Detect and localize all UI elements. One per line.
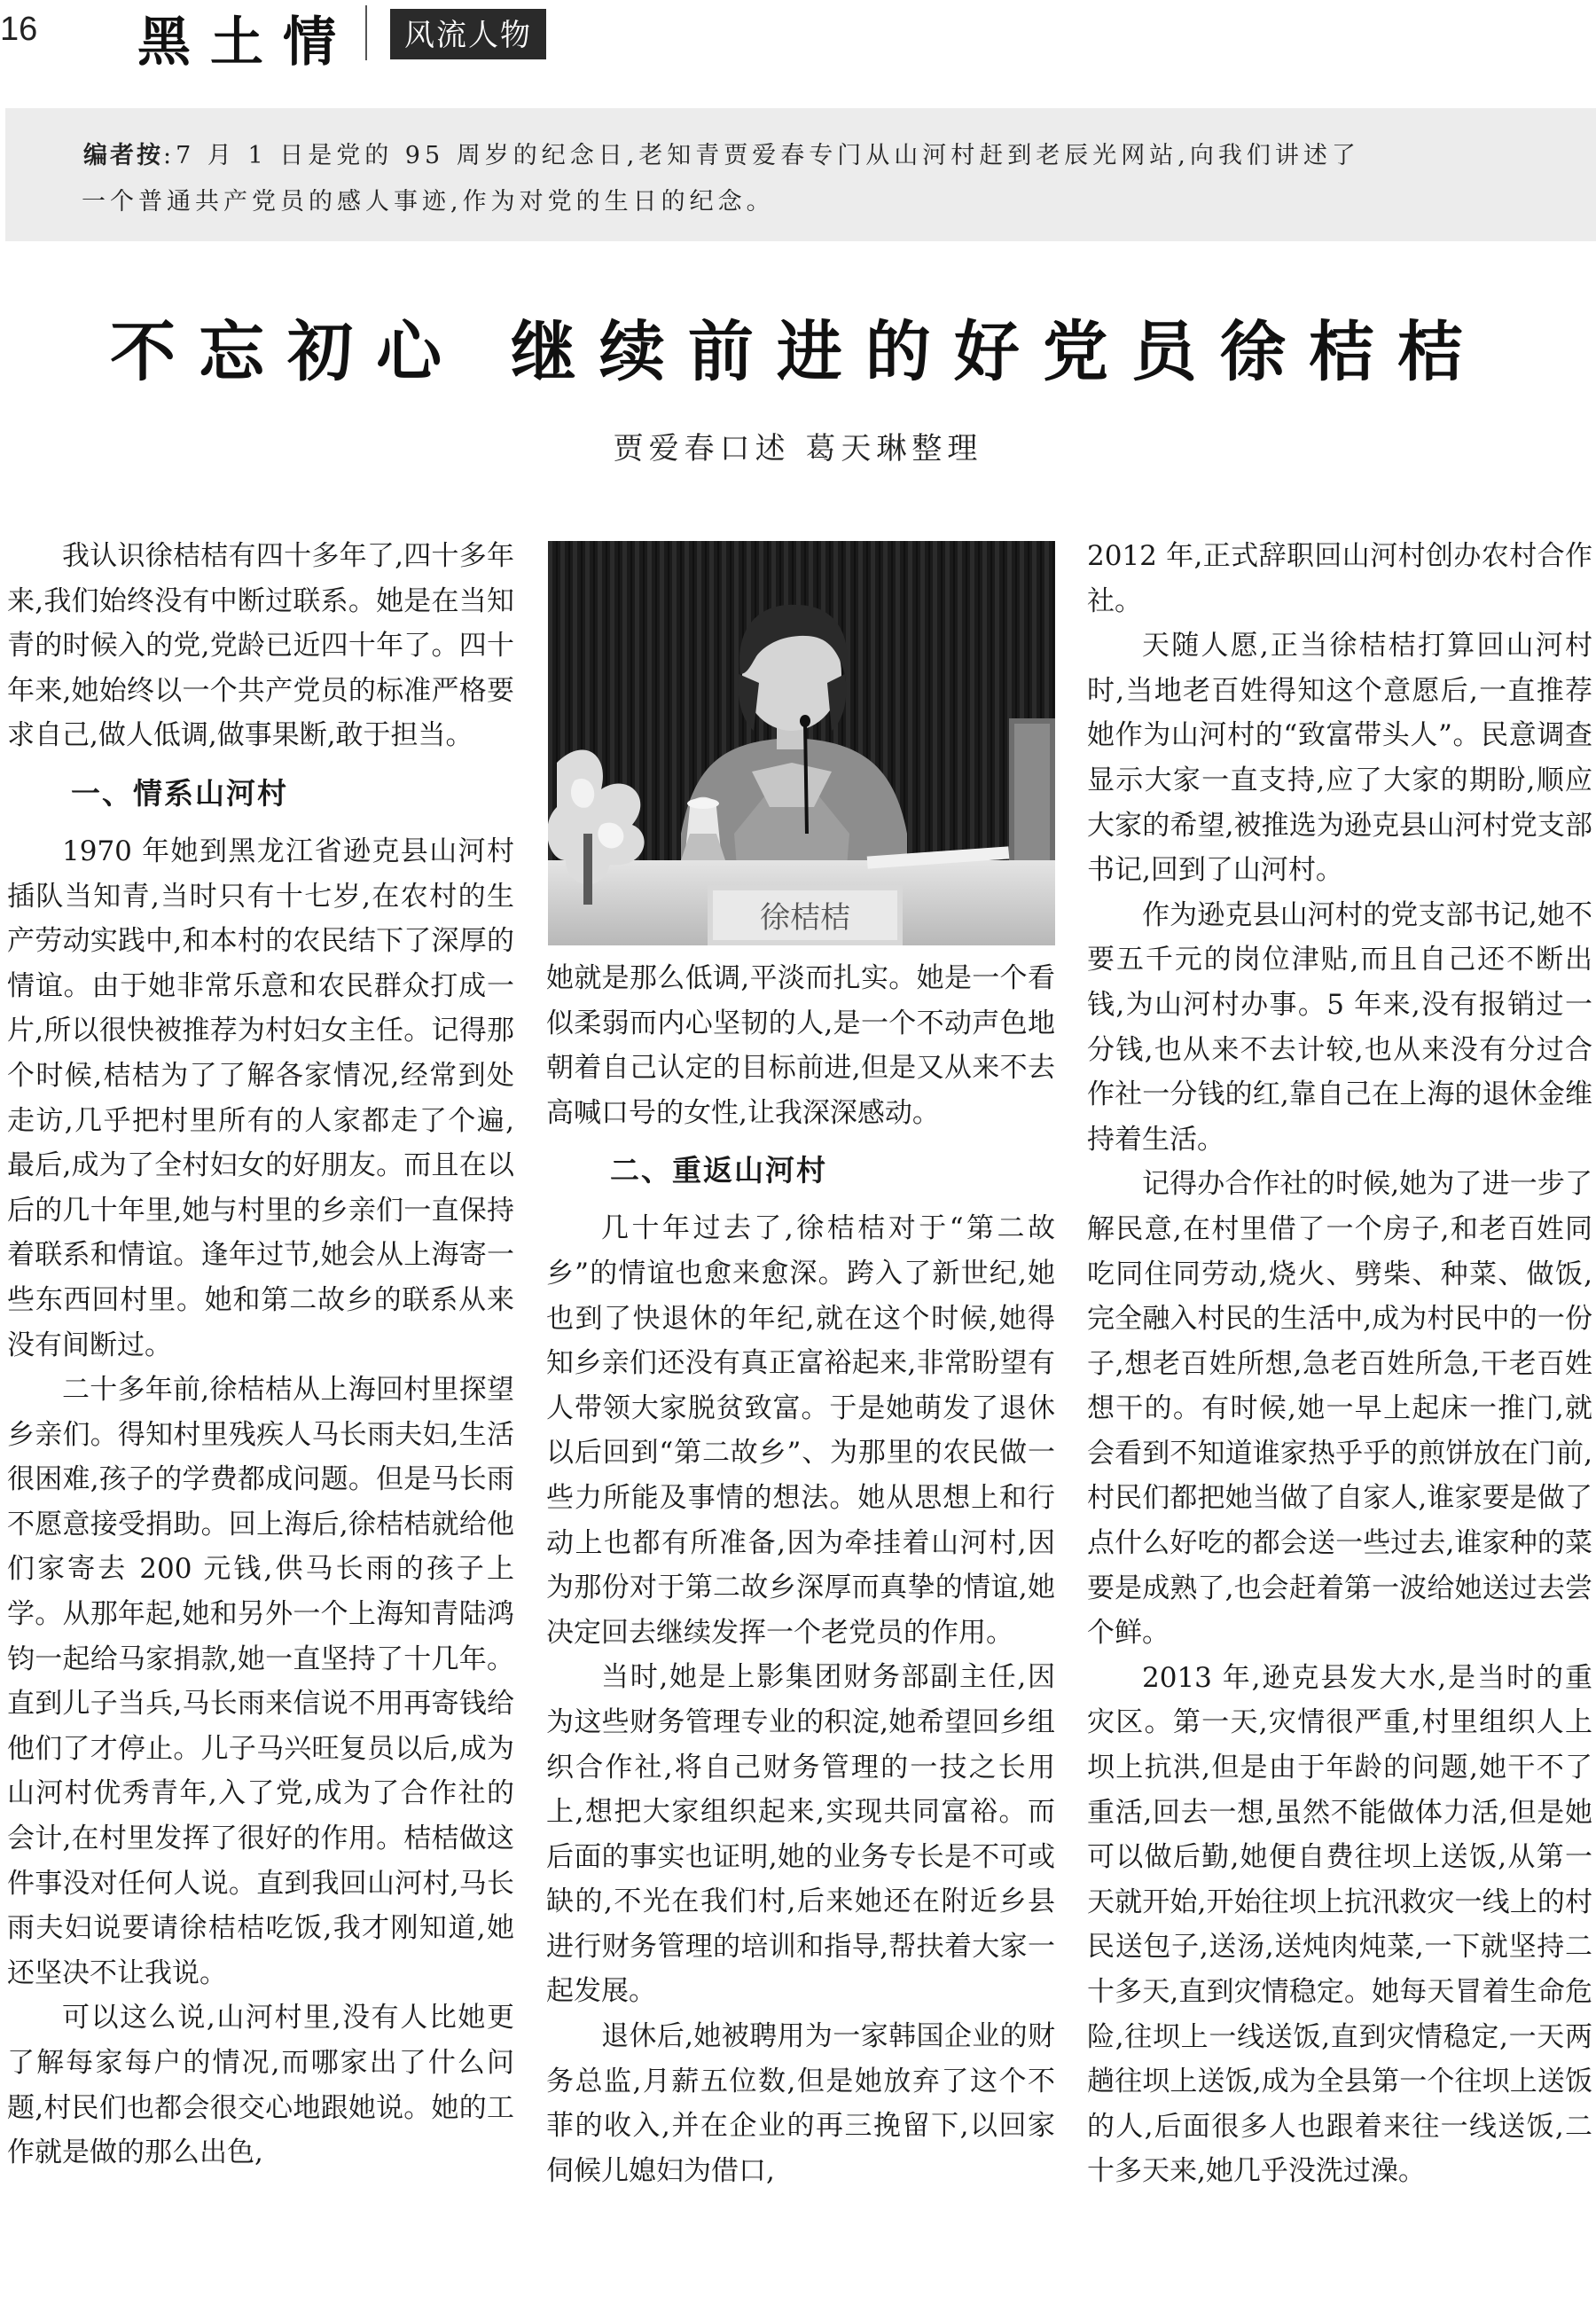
section-heading-2: 二、重返山河村 — [610, 1153, 827, 1188]
paragraph: 她就是那么低调,平淡而扎实。她是一个看似柔弱而内心坚韧的人,是一个不动声色地朝着自己认定的目标前进,但是又从来不去高喊口号的女性,让我深深感动。 — [546, 962, 1055, 1129]
article-byline: 贾爱春口述 葛天琳整理 — [613, 431, 983, 466]
paragraph: 可以这么说,山河村里,没有人比她更了解每家每户的情况,而哪家出了什么问题,村民们也都会很交心地跟她说。她的工作就是做的那么出色, — [7, 2002, 514, 2169]
magazine-brand: 黑土情 — [137, 12, 356, 74]
article-photo — [548, 541, 1055, 945]
column-3 — [1087, 534, 1592, 2297]
paragraph: 2012 年,正式辞职回山河村创办农村合作社。 — [1087, 540, 1592, 617]
column-1 — [7, 534, 514, 2297]
paragraph: 当时,她是上影集团财务部副主任,因为这些财务管理专业的积淀,她希望回乡组织合作社,将自己财务管理的一技之长用上,想把大家组织起来,实现共同富裕。而后面的事实也证明,她的业务专长是不可或缺的,不光在我们村,后来她还在附近乡县进行财务管理的培训和指导,帮扶着大家一起发展。 — [546, 1661, 1055, 2008]
paragraph: 几十年过去了,徐桔桔对于“第二故乡”的情谊也愈来愈深。跨入了新世纪,她也到了快退休的年纪,就在这个时候,她得知乡亲们还没有真正富裕起来,非常盼望有人带领大家脱贫致富。于是她萌发了退休以后回到“第二故乡”、为那里的农民做一些力所能及事情的想法。她从思想上和行动上也都有所准备,因为牵挂着山河村,因为那份对于第二故乡深厚而真挚的情谊,她决定回去继续发挥一个老党员的作用。 — [546, 1212, 1055, 1649]
editor-note-text1: :7 月 1 日是党的 95 周岁的纪念日,老知青贾爱春专门从山河村赶到老辰光网站,向我们讲述了 — [163, 142, 1360, 169]
editor-note-text2: 一个普通共产党员的感人事迹,作为对党的生日的纪念。 — [82, 188, 775, 216]
column-2 — [546, 956, 1055, 2297]
paragraph: 退休后,她被聘用为一家韩国企业的财务总监,月薪五位数,但是她放弃了这个不菲的收入,并在企业的再三挽留下,以回家伺候儿媳妇为借口, — [546, 2020, 1055, 2187]
photo-illustration — [548, 541, 1055, 945]
header-divider — [365, 5, 367, 60]
section-tag: 风流人物 — [390, 9, 546, 59]
editor-note-line1 — [83, 133, 1561, 179]
photo-nameplate: 徐桔桔 — [760, 900, 850, 936]
section-heading-1: 一、情系山河村 — [71, 775, 288, 811]
editor-note-label: 编者按 — [83, 142, 163, 169]
paragraph: 天随人愿,正当徐桔桔打算回山河村时,当地老百姓得知这个意愿后,一直推荐她作为山河村的“致富带头人”。民意调查显示大家一直支持,应了大家的期盼,顺应大家的希望,被推选为逊克县山河村党支部书记,回到了山河村。 — [1087, 630, 1592, 887]
paragraph: 1970 年她到黑龙江省逊克县山河村插队当知青,当时只有十七岁,在农村的生产劳动实践中,和本村的农民结下了深厚的情谊。由于她非常乐意和农民群众打成一片,所以很快被推荐为村妇女主任。记得那个时候,桔桔为了了解各家情况,经常到处走访,几乎把村里所有的人家都走了个遍,最后,成为了全村妇女的好朋友。而且在以后的几十年里,她与村里的乡亲们一直保持着联系和情谊。逢年过节,她会从上海寄一些东西回村里。她和第二故乡的联系从来没有间断过。 — [7, 835, 514, 1361]
page-number: 16 — [0, 11, 38, 48]
paragraph: 作为逊克县山河村的党支部书记,她不要五千元的岗位津贴,而且自己还不断出钱,为山河村办事。5 年来,没有报销过一分钱,也从来不去计较,也从来没有分过合作社一分钱的红,靠自己在上海的退休金维持着生活。 — [1087, 898, 1592, 1156]
article-title: 不忘初心 继续前进的好党员徐桔桔 — [110, 314, 1486, 390]
paragraph: 记得办合作社的时候,她为了进一步了解民意,在村里借了一个房子,和老百姓同吃同住同劳动,烧火、劈柴、种菜、做饭,完全融入村民的生活中,成为村民中的一份子,想老百姓所想,急老百姓所急,干老百姓想干的。有时候,她一早上起床一推门,就会看到不知道谁家热乎乎的煎饼放在门前,村民们都把她当做了自家人,谁家要是做了点什么好吃的都会送一些过去,谁家种的菜要是成熟了,也会赶着第一波给她送过去尝个鲜。 — [1087, 1168, 1592, 1650]
page-header — [0, 0, 1596, 74]
editor-note-box — [5, 108, 1596, 241]
paragraph: 2013 年,逊克县发大水,是当时的重灾区。第一天,灾情很严重,村里组织人上坝上抗洪,但是由于年龄的问题,她干不了重活,回去一想,虽然不能做体力活,但是她可以做后勤,她便自费往坝上送饭,从第一天就开始,开始往坝上抗汛救灾一线上的村民送包子,送汤,送炖肉炖菜,一下就坚持二十多天,直到灾情稳定。她每天冒着生命危险,往坝上一线送饭,直到灾情稳定,一天两趟往坝上送饭,成为全县第一个往坝上送饭的人,后面很多人也跟着来往一线送饭,二十多天来,她几乎没洗过澡。 — [1087, 1661, 1592, 2188]
paragraph: 我认识徐桔桔有四十多年了,四十多年来,我们始终没有中断过联系。她是在当知青的时候入的党,党龄已近四十年了。四十年来,她始终以一个共产党员的标准严格要求自己,做人低调,做事果断,敢于担当。 — [7, 540, 514, 752]
paragraph: 二十多年前,徐桔桔从上海回村里探望乡亲们。得知村里残疾人马长雨夫妇,生活很困难,孩子的学费都成问题。但是马长雨不愿意接受捐助。回上海后,徐桔桔就给他们家寄去 200 元钱,供马长雨的孩子上学。从那年起,她和另外一个上海知青陆鸿钧一起给马家捐款,她一直坚持了十几年。直到儿子当兵,马长雨来信说不用再寄钱给他们了才停止。儿子马兴旺复员以后,成为山河村优秀青年,入了党,成为了合作社的会计,在村里发挥了很好的作用。桔桔做这件事没对任何人说。直到我回山河村,马长雨夫妇说要请徐桔桔吃饭,我才刚知道,她还坚决不让我说。 — [7, 1374, 514, 1989]
